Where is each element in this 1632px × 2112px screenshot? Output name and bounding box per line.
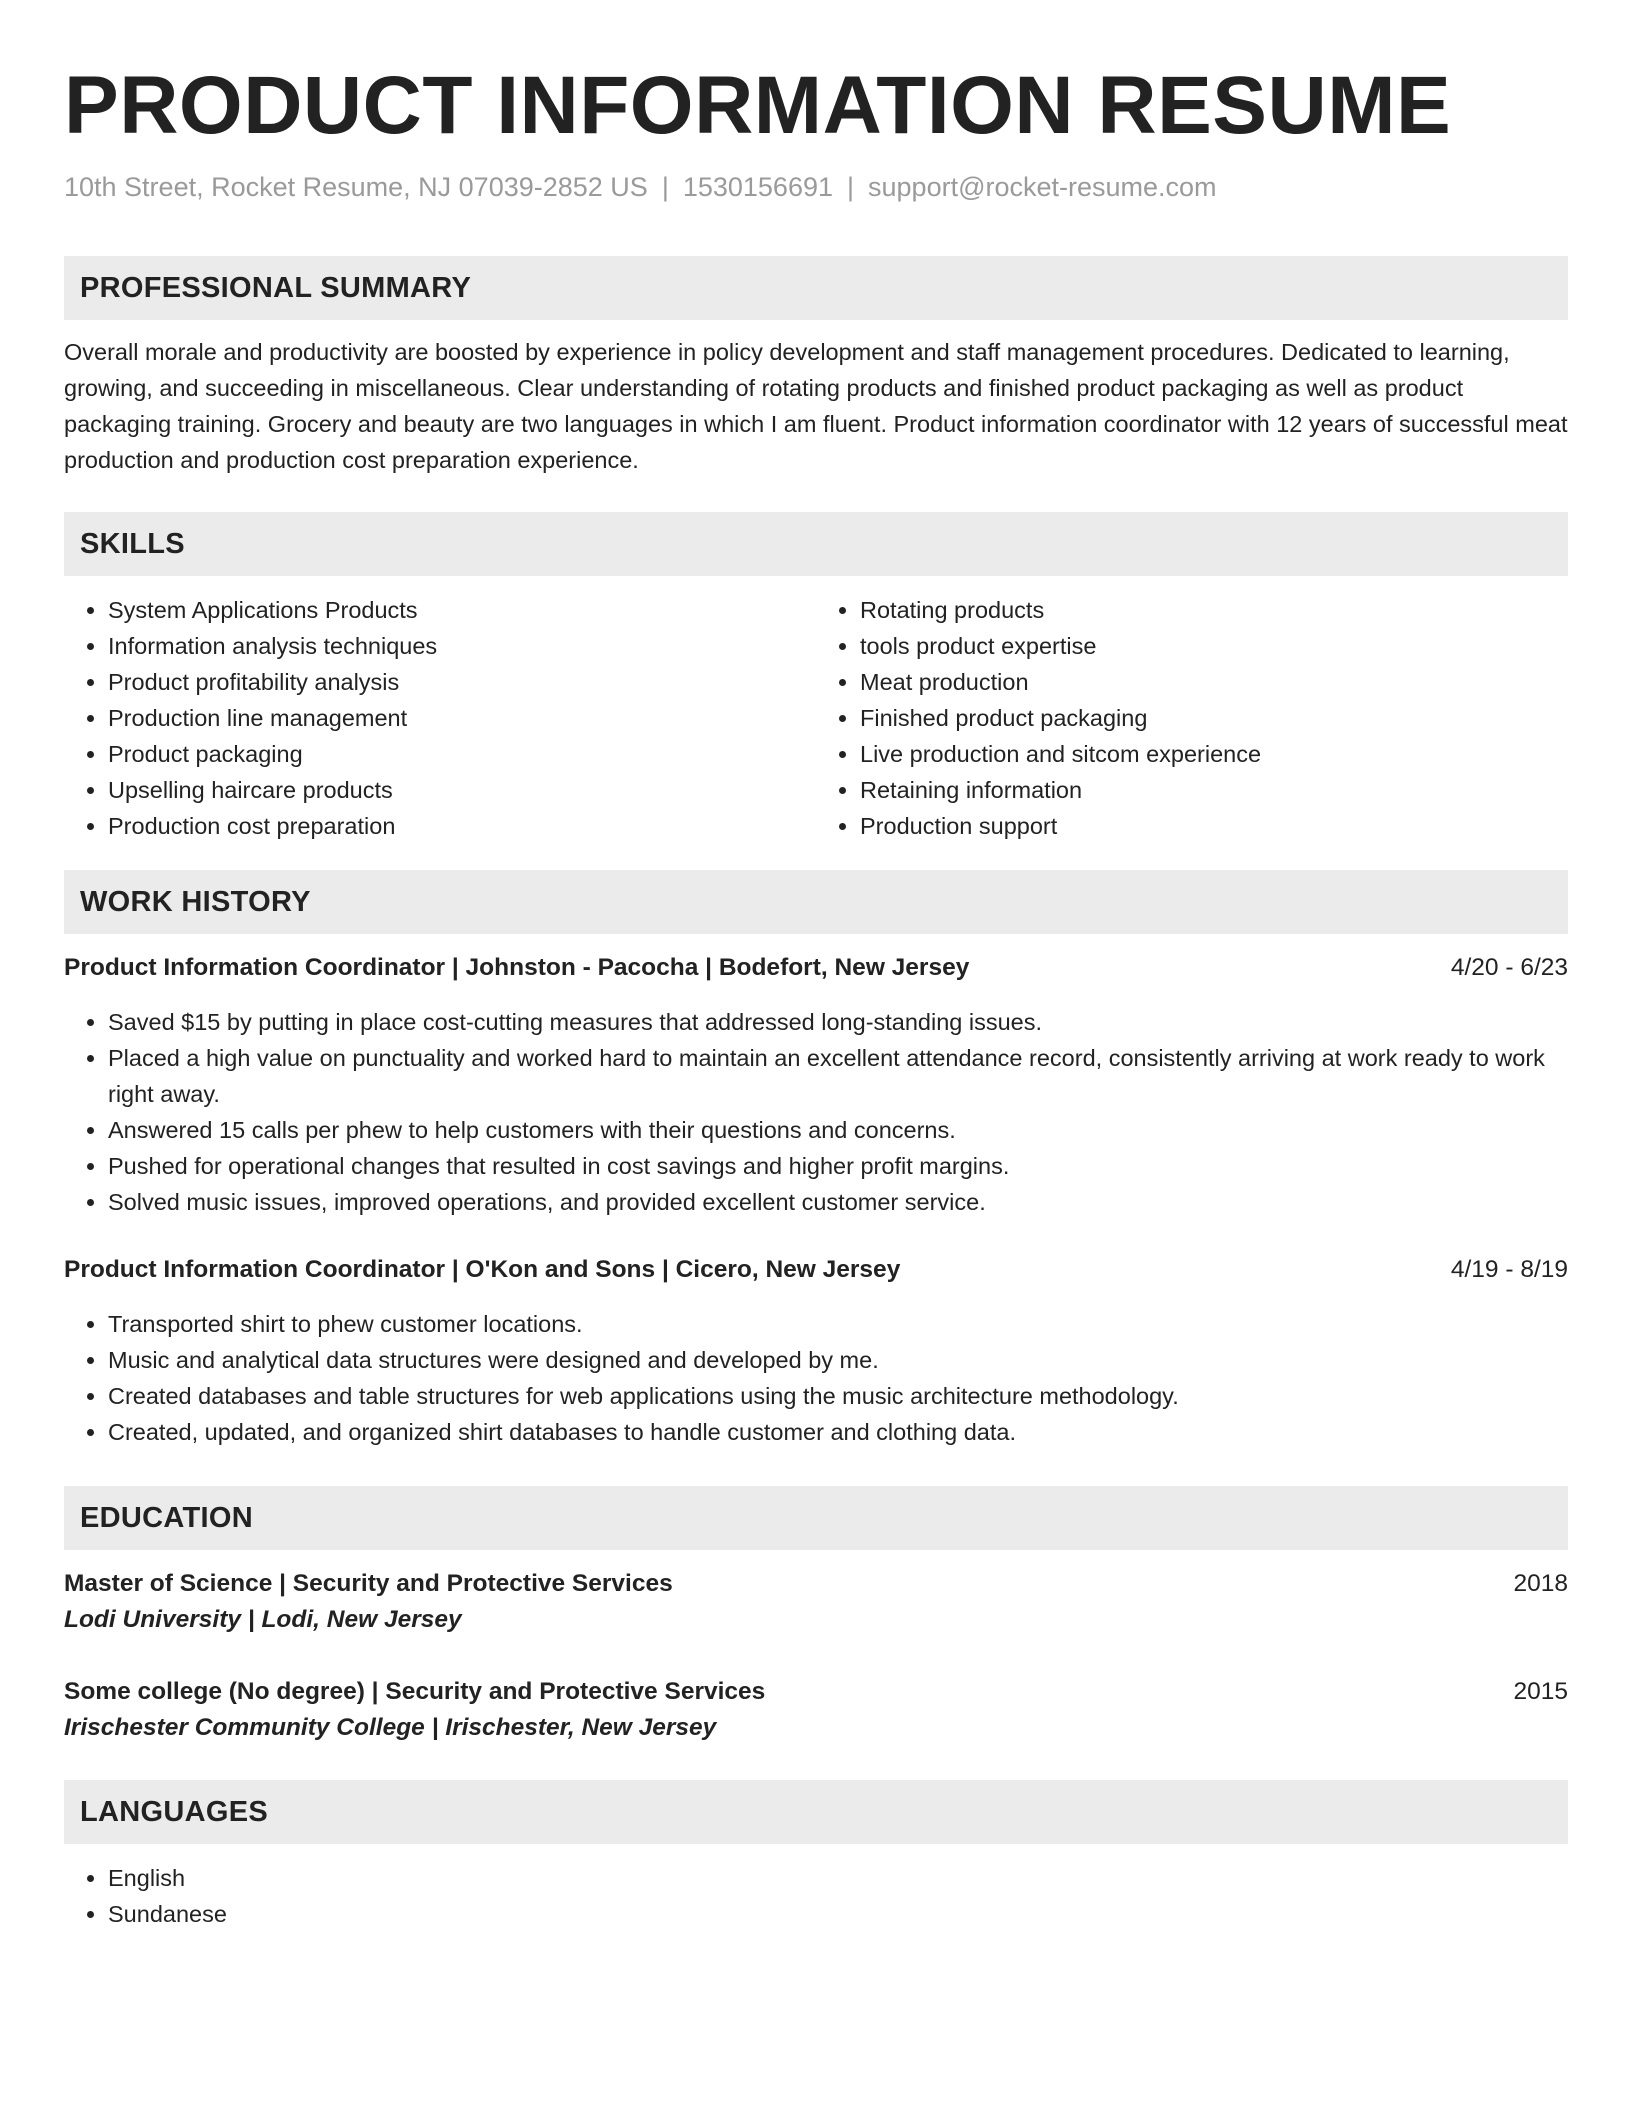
skill-item: • Finished product packaging bbox=[860, 700, 1568, 736]
job-header bbox=[64, 1252, 1568, 1288]
section-header-skills: SKILLS bbox=[64, 512, 1568, 576]
education-year: 2018 bbox=[1513, 1570, 1568, 1597]
skill-item: • Upselling haircare products bbox=[108, 772, 816, 808]
education-year: 2015 bbox=[1513, 1678, 1568, 1705]
job-bullet: • Solved music issues, improved operations, and provided excellent customer service. bbox=[108, 1184, 1568, 1220]
job-bullet: • Music and analytical data structures were designed and developed by me. bbox=[108, 1342, 1568, 1378]
languages-list bbox=[64, 1860, 1568, 1932]
education-school: Irischester Community College | Irischester, New Jersey bbox=[64, 1714, 717, 1741]
section-header-education: EDUCATION bbox=[64, 1486, 1568, 1550]
contact-address: 10th Street, Rocket Resume, NJ 07039-2852 US bbox=[64, 172, 648, 202]
job-entry bbox=[64, 950, 1568, 1220]
job-header bbox=[64, 950, 1568, 986]
summary-text: Overall morale and productivity are boosted by experience in policy development and staff management procedures. Dedicated to learning, growing, and succeeding in miscellaneous. Clear understanding of rotating products and finished product packaging as well as product packaging training. Grocery and beauty are two languages in which I am fluent. Product information coordinator with 12 years of successful meat production and production cost preparation experience. bbox=[64, 339, 1568, 473]
skill-item: • Product packaging bbox=[108, 736, 816, 772]
skills-list bbox=[64, 592, 1568, 844]
education-entry bbox=[64, 1674, 1568, 1746]
skill-item: • tools product expertise bbox=[860, 628, 1568, 664]
job-bullet: • Created, updated, and organized shirt databases to handle customer and clothing data. bbox=[108, 1414, 1568, 1450]
section-header-work-history: WORK HISTORY bbox=[64, 870, 1568, 934]
job-dates: 4/20 - 6/23 bbox=[1450, 954, 1568, 981]
resume-title: PRODUCT INFORMATION RESUME bbox=[64, 60, 1452, 151]
education-degree: Master of Science | Security and Protective Services bbox=[64, 1570, 673, 1597]
education-entry bbox=[64, 1566, 1568, 1638]
section-header-languages: LANGUAGES bbox=[64, 1780, 1568, 1844]
job-title: Product Information Coordinator | O'Kon and Sons | Cicero, New Jersey bbox=[64, 1256, 901, 1283]
skill-item: • Rotating products bbox=[860, 592, 1568, 628]
contact-line bbox=[64, 170, 1568, 204]
skill-item: • Production line management bbox=[108, 700, 816, 736]
job-bullets bbox=[64, 1306, 1568, 1450]
job-bullet: • Placed a high value on punctuality and worked hard to maintain an excellent attendance record, consistently arriving at work ready to work right away. bbox=[108, 1040, 1568, 1112]
skills-column-right bbox=[816, 592, 1568, 844]
job-bullet: • Pushed for operational changes that resulted in cost savings and higher profit margins. bbox=[108, 1148, 1568, 1184]
contact-phone: 1530156691 bbox=[682, 172, 833, 202]
job-bullets bbox=[64, 1004, 1568, 1220]
skill-item: • Product profitability analysis bbox=[108, 664, 816, 700]
education-header bbox=[64, 1674, 1568, 1710]
education-header bbox=[64, 1566, 1568, 1602]
section-header-summary: PROFESSIONAL SUMMARY bbox=[64, 256, 1568, 320]
education-degree: Some college (No degree) | Security and Protective Services bbox=[64, 1678, 766, 1705]
skill-item: • Retaining information bbox=[860, 772, 1568, 808]
language-item: • English bbox=[108, 1860, 1568, 1896]
contact-email: support@rocket-resume.com bbox=[868, 172, 1217, 202]
skill-item: • Meat production bbox=[860, 664, 1568, 700]
skill-item: • Production support bbox=[860, 808, 1568, 844]
contact-separator: | bbox=[661, 172, 669, 202]
skill-item: • Information analysis techniques bbox=[108, 628, 816, 664]
job-bullet: • Answered 15 calls per phew to help customers with their questions and concerns. bbox=[108, 1112, 1568, 1148]
contact-separator: | bbox=[847, 172, 855, 202]
job-bullet: • Saved $15 by putting in place cost-cutting measures that addressed long-standing issues. bbox=[108, 1004, 1568, 1040]
skill-item: • System Applications Products bbox=[108, 592, 816, 628]
job-bullet: • Transported shirt to phew customer locations. bbox=[108, 1306, 1568, 1342]
job-title: Product Information Coordinator | Johnston - Pacocha | Bodefort, New Jersey bbox=[64, 954, 970, 981]
job-bullet: • Created databases and table structures for web applications using the music architecture methodology. bbox=[108, 1378, 1568, 1414]
skill-item: • Production cost preparation bbox=[108, 808, 816, 844]
skills-column-left bbox=[64, 592, 816, 844]
job-dates: 4/19 - 8/19 bbox=[1450, 1256, 1568, 1283]
education-school: Lodi University | Lodi, New Jersey bbox=[64, 1606, 462, 1633]
language-item: • Sundanese bbox=[108, 1896, 1568, 1932]
skill-item: • Live production and sitcom experience bbox=[860, 736, 1568, 772]
job-entry bbox=[64, 1252, 1568, 1450]
